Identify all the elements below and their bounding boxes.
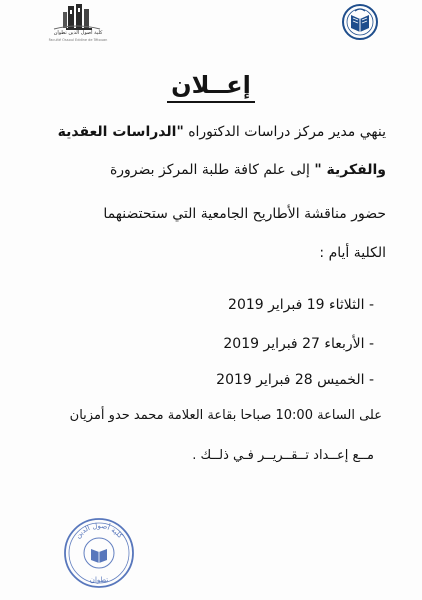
intro-line-2-text: إلى علم كافة طلبة المركز بضرورة	[109, 162, 315, 178]
date-item-1: - الثلاثاء 19 فبراير 2019	[228, 297, 374, 313]
book-emblem-icon	[340, 2, 380, 42]
left-logo-caption: كلية أصول الدين تطوان	[53, 30, 103, 36]
date-item-2: - الأربعاء 27 فبراير 2019	[223, 336, 374, 352]
faculty-logo	[340, 2, 380, 42]
date-item-3: - الخميس 28 فبراير 2019	[216, 372, 374, 388]
center-name-part-2: والفكرية "	[314, 162, 386, 178]
svg-text:تطوان: تطوان	[89, 576, 109, 584]
time-location-line: على الساعة 10:00 صباحا بقاعة العلامة محمد حدو أمزيان	[69, 408, 382, 423]
announcement-title	[0, 70, 422, 103]
svg-text:كلية أصول الدين: كلية أصول الدين	[73, 521, 125, 540]
stamp-seal-icon	[62, 516, 136, 590]
report-line: مــع إعــداد تــقــريــر فـي ذلــك .	[192, 448, 374, 463]
faculty-stamp	[62, 516, 136, 590]
intro-line-1	[58, 122, 386, 142]
intro-line-4: الكلية أيام :	[319, 245, 386, 261]
left-logo-subcaption: Faculté Ossoul Eddine de Tétouan	[48, 38, 108, 42]
intro-line-3: حضور مناقشة الأطاريح الجامعية التي ستحتضنهما	[103, 206, 386, 222]
center-name-part-1: "الدراسات العقدية	[57, 124, 184, 140]
intro-line-2	[110, 160, 386, 180]
title-text: إعــلان	[167, 70, 255, 103]
intro-line-1-text: ينهي مدير مركز دراسات الدكتوراه	[183, 124, 386, 140]
tower-emblem-icon	[44, 2, 110, 32]
